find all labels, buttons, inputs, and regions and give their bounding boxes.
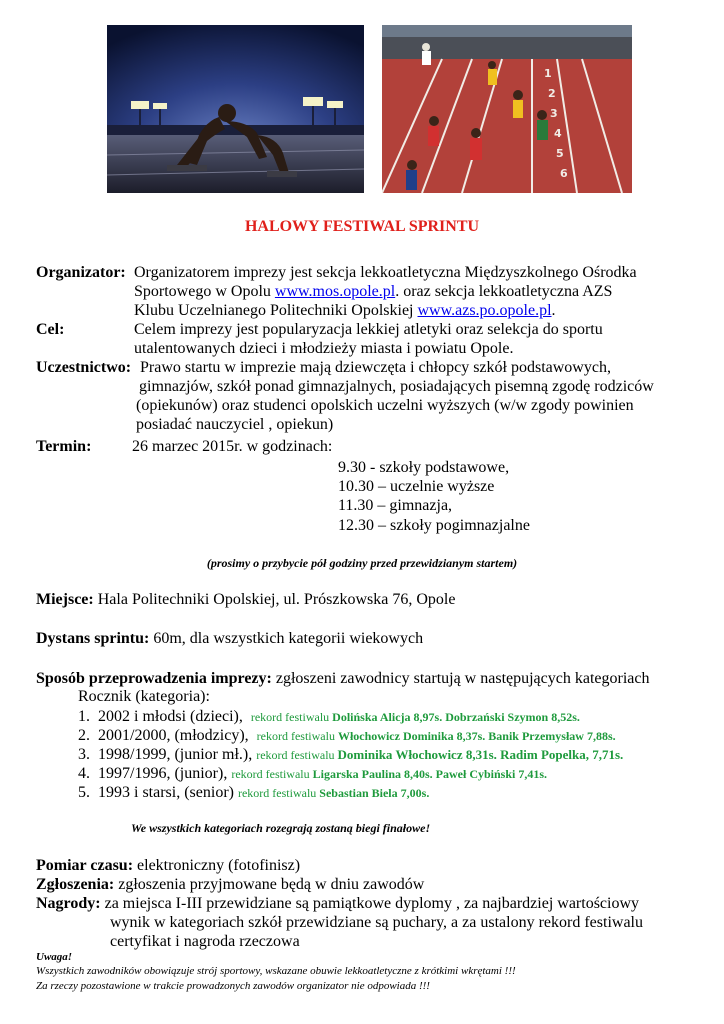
record-prefix: rekord festiwalu xyxy=(231,767,313,781)
svg-text:6: 6 xyxy=(560,167,568,180)
footer-line2: Za rzeczy pozostawione w trakcie prowadzonych zawodów organizator nie odpowiada !!! xyxy=(36,980,430,992)
record-value: Ligarska Paulina 8,40s. Paweł Cybiński 7,41s. xyxy=(312,767,548,781)
entries-row xyxy=(36,875,424,894)
record-value: Dominika Włochowicz 8,31s. Radim Popelka, 7,71s. xyxy=(337,747,624,762)
category-num: 1. xyxy=(78,708,90,725)
svg-text:2: 2 xyxy=(548,87,556,100)
sprint-race-photo xyxy=(382,25,632,193)
distance-text: 60m, dla wszystkich kategorii wiekowych xyxy=(149,630,424,647)
prizes-line1: za miejsca I-III przewidziane są pamiątkowe dyplomy , za najbardziej wartościowy xyxy=(100,895,640,912)
place-row xyxy=(36,590,455,609)
category-item xyxy=(78,783,429,803)
svg-text:4: 4 xyxy=(554,127,562,140)
finals-note: We wszystkich kategoriach rozegrają zostaną biegi finałowe! xyxy=(131,821,431,835)
organizer-line2-b: . oraz sekcja lekkoatletyczna AZS xyxy=(395,283,613,300)
prizes-label: Nagrody: xyxy=(36,895,101,912)
timing-label: Pomiar czasu: xyxy=(36,857,134,874)
place-text: Hala Politechniki Opolskiej, ul. Prószkowska 76, Opole xyxy=(93,591,456,608)
category-item xyxy=(78,707,580,727)
category-num: 4. xyxy=(78,765,90,782)
distance-row xyxy=(36,629,423,648)
category-num: 3. xyxy=(78,746,90,763)
time-item: 10.30 – uczelnie wyższe xyxy=(338,478,495,495)
organizer-line2 xyxy=(134,282,612,301)
entries-label: Zgłoszenia: xyxy=(36,876,115,893)
category-item xyxy=(78,745,623,765)
time-item: 12.30 – szkoły pogimnazjalne xyxy=(338,517,530,534)
svg-text:1: 1 xyxy=(544,67,552,80)
record-prefix: rekord festiwalu xyxy=(237,786,320,800)
time-item: 11.30 – gimnazja, xyxy=(338,497,453,514)
participation-label: Uczestnictwo: xyxy=(36,359,132,376)
method-row xyxy=(36,669,649,688)
record-prefix: rekord festiwalu xyxy=(256,748,338,762)
prizes-line3: certyfikat i nagroda rzeczowa xyxy=(110,933,300,950)
category-item xyxy=(78,764,547,784)
category-text: 2002 i młodsi (dzieci), xyxy=(98,708,243,725)
category-text: 1997/1996, (junior), xyxy=(98,765,228,782)
category-text: 2001/2000, (młodzicy), xyxy=(98,727,249,744)
prizes-line2: wynik w kategoriach szkół przewidziane są puchary, a za ustalony rekord festiwalu xyxy=(110,914,643,931)
category-num: 5. xyxy=(78,784,90,801)
goal-line1: Celem imprezy jest popularyzacja lekkiej atletyki oraz selekcja do sportu xyxy=(134,321,603,338)
sprinter-start-photo xyxy=(107,25,364,193)
arrival-note: (prosimy o przybycie pół godziny przed przewidzianym startem) xyxy=(206,556,518,570)
record-prefix: rekord festiwalu xyxy=(256,729,338,743)
date-label: Termin: xyxy=(36,438,92,455)
time-item: 9.30 - szkoły podstawowe, xyxy=(338,459,510,476)
organizer-line3-b: . xyxy=(551,302,556,319)
page-title: HALOWY FESTIWAL SPRINTU xyxy=(244,218,480,235)
footer-line1: Wszystkich zawodników obowiązuje strój sportowy, wskazane obuwie lekkoatletyczne z krótkimi wkrętami !!! xyxy=(36,965,516,977)
organizer-line3 xyxy=(134,301,556,320)
goal-line2: utalentowanych dzieci i młodzieży miasta i powiatu Opole. xyxy=(134,340,514,357)
category-item xyxy=(78,726,616,746)
category-num: 2. xyxy=(78,727,90,744)
category-header: Rocznik (kategoria): xyxy=(78,688,210,705)
distance-label: Dystans sprintu: xyxy=(36,630,150,647)
organizer-label: Organizator: xyxy=(36,264,126,281)
participation-line2: gimnazjów, szkół ponad gimnazjalnych, posiadających pisemną zgodę rodziców xyxy=(139,378,654,395)
date-text: 26 marzec 2015r. w godzinach: xyxy=(132,438,333,455)
participation-line3: (opiekunów) oraz studenci opolskich uczelni wyższych (w/w zgody powinien xyxy=(136,397,634,414)
azs-link[interactable]: www.azs.po.opole.pl xyxy=(417,302,552,319)
category-text: 1993 i starsi, (senior) xyxy=(98,784,234,801)
timing-text: elektroniczny (fotofinisz) xyxy=(133,857,301,874)
place-label: Miejsce: xyxy=(36,591,94,608)
prizes-row xyxy=(36,894,639,913)
organizer-line1: Organizatorem imprezy jest sekcja lekkoatletyczna Międzyszkolnego Ośrodka xyxy=(134,264,637,281)
organizer-line3-a: Klubu Uczelnianego Politechniki Opolskiej xyxy=(134,302,418,319)
participation-line1: Prawo startu w imprezie mają dziewczęta i chłopcy szkół podstawowych, xyxy=(140,359,611,376)
timing-row xyxy=(36,856,300,875)
svg-text:3: 3 xyxy=(550,107,558,120)
record-value: Sebastian Biela 7,00s. xyxy=(319,786,430,800)
mos-link[interactable]: www.mos.opole.pl xyxy=(274,283,396,300)
record-value: Włochowicz Dominika 8,37s. Banik Przemysław 7,88s. xyxy=(337,729,616,743)
participation-line4: posiadać nauczyciel , opiekun) xyxy=(136,416,334,433)
record-value: Dolińska Alicja 8,97s. Dobrzański Szymon 8,52s. xyxy=(332,710,580,724)
record-prefix: rekord festiwalu xyxy=(250,710,333,724)
organizer-line2-a: Sportowego w Opolu xyxy=(134,283,275,300)
method-label: Sposób przeprowadzenia imprezy: xyxy=(36,670,272,687)
attention-label: Uwaga! xyxy=(36,951,73,963)
method-text: zgłoszeni zawodnicy startują w następujących kategoriach xyxy=(271,670,650,687)
svg-text:5: 5 xyxy=(556,147,564,160)
category-text: 1998/1999, (junior mł.), xyxy=(98,746,253,763)
entries-text: zgłoszenia przyjmowane będą w dniu zawodów xyxy=(114,876,425,893)
goal-label: Cel: xyxy=(36,321,65,338)
